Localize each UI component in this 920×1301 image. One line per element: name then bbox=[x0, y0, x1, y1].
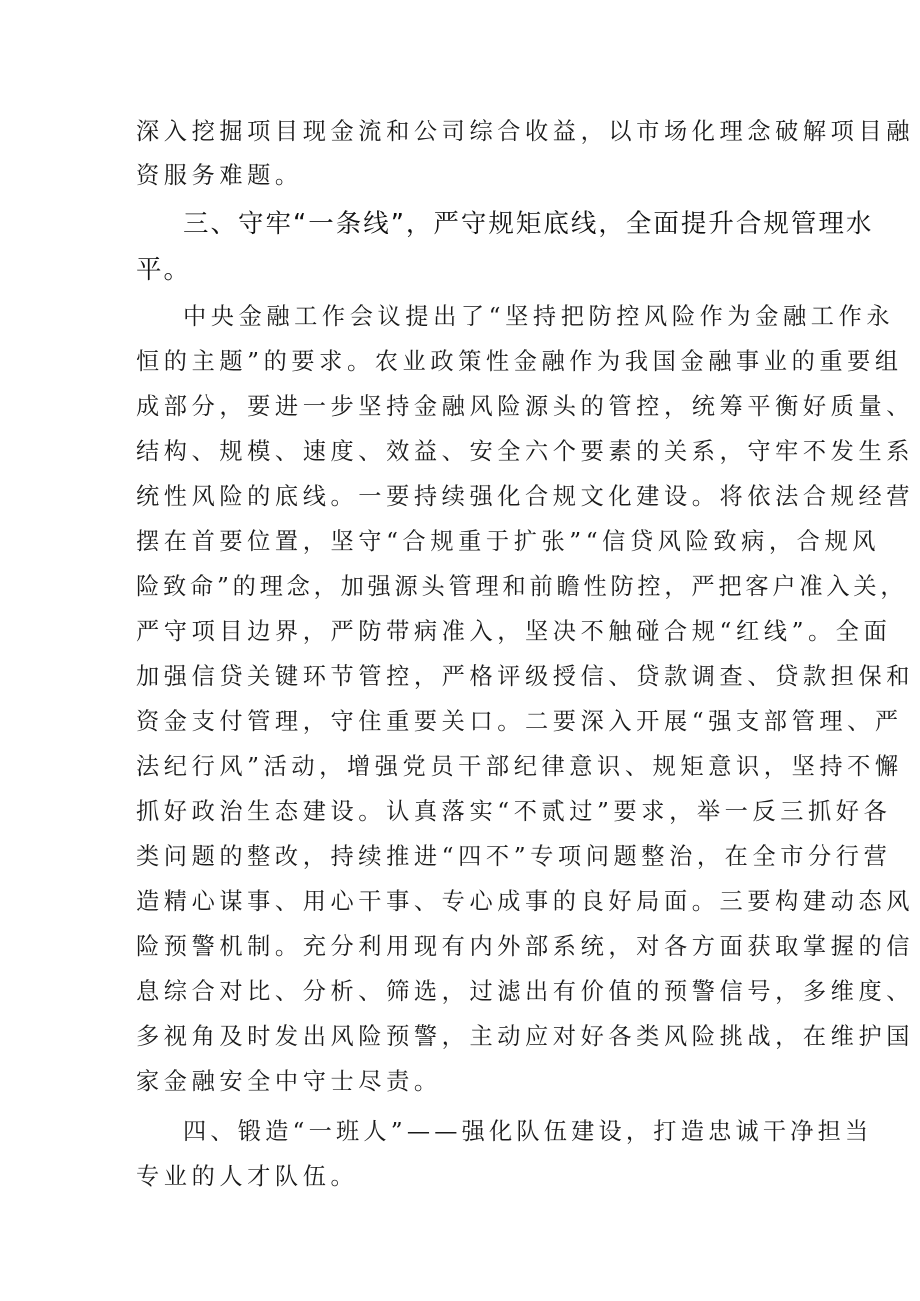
text-line: 险致命”的理念，加强源头管理和前瞻性防控，严把客户准入关， bbox=[136, 573, 908, 600]
text-line: 统性风险的底线。一要持续强化合规文化建设。将依法合规经营 bbox=[136, 483, 915, 510]
text-line: 险预警机制。充分利用现有内外部系统，对各方面获取掌握的信 bbox=[136, 933, 915, 960]
text-line: 类问题的整改，持续推进“四不”专项问题整治，在全市分行营 bbox=[136, 843, 892, 870]
text-line: 中央金融工作会议提出了“坚持把防控风险作为金融工作永 bbox=[183, 303, 895, 330]
text-line: 造精心谋事、用心干事、专心成事的良好局面。三要构建动态风 bbox=[136, 888, 915, 915]
text-line: 深入挖掘项目现金流和公司综合收益，以市场化理念破解项目融 bbox=[136, 118, 915, 145]
text-line: 多视角及时发出风险预警，主动应对好各类风险挑战，在维护国 bbox=[136, 1023, 915, 1050]
text-line: 家金融安全中守士尽责。 bbox=[136, 1068, 442, 1095]
section-heading-4: 四、锻造“一班人”——强化队伍建设，打造忠诚干净担当 bbox=[183, 1118, 873, 1145]
text-line: 抓好政治生态建设。认真落实“不贰过”要求，举一反三抓好各 bbox=[136, 798, 892, 825]
text-line: 加强信贷关键环节管控，严格评级授信、贷款调查、贷款担保和 bbox=[136, 663, 915, 690]
text-line: 严守项目边界，严防带病准入，坚决不触碰合规“红线”。全面 bbox=[136, 618, 892, 645]
section-heading-3-continued: 平。 bbox=[136, 255, 192, 285]
text-line: 资服务难题。 bbox=[136, 162, 303, 189]
text-line: 法纪行风”活动，增强党员干部纪律意识、规矩意识，坚持不懈 bbox=[136, 753, 903, 780]
section-heading-3: 三、守牢“一条线”，严守规矩底线，全面提升合规管理水 bbox=[183, 209, 874, 239]
text-line: 息综合对比、分析、筛选，过滤出有价值的预警信号，多维度、 bbox=[136, 978, 915, 1005]
text-line: 成部分，要进一步坚持金融风险源头的管控，统筹平衡好质量、 bbox=[136, 393, 915, 420]
text-line: 恒的主题”的要求。农业政策性金融作为我国金融事业的重要组 bbox=[136, 348, 903, 375]
section-heading-4-continued: 专业的人才队伍。 bbox=[136, 1163, 359, 1190]
text-line: 结构、规模、速度、效益、安全六个要素的关系，守牢不发生系 bbox=[136, 438, 915, 465]
text-line: 摆在首要位置，坚守“合规重于扩张”“信贷风险致病，合规风 bbox=[136, 528, 881, 555]
text-line: 资金支付管理，守住重要关口。二要深入开展“强支部管理、严 bbox=[136, 708, 903, 735]
